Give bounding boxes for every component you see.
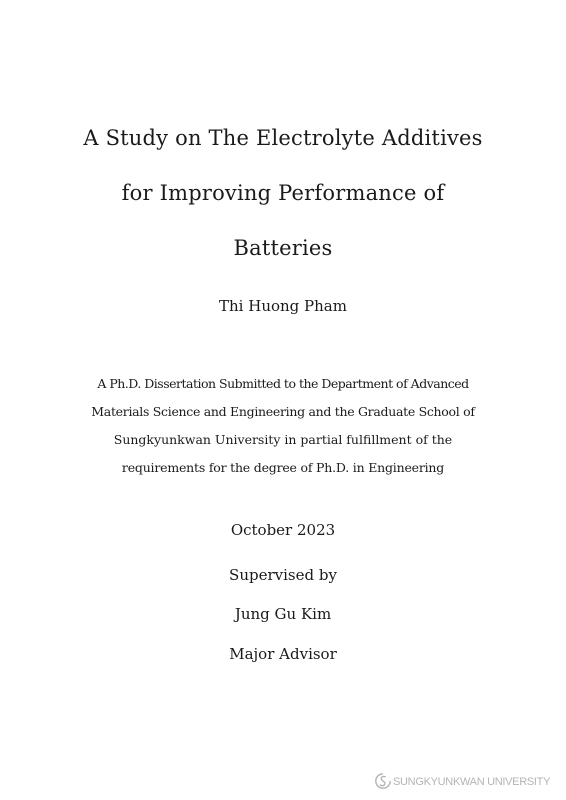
advisor-role: Major Advisor [229, 645, 337, 663]
university-watermark-text: SUNGKYUNKWAN UNIVERSITY [393, 776, 551, 788]
advisor-name: Jung Gu Kim [234, 605, 332, 623]
submission-statement-line-1: A Ph.D. Dissertation Submitted to the Department of Advanced [97, 376, 469, 391]
university-watermark [374, 772, 550, 792]
dissertation-title-line-3: Batteries [233, 236, 333, 260]
submission-statement-line-2: Materials Science and Engineering and the Graduate School of [91, 404, 475, 419]
submission-statement-line-3: Sungkyunkwan University in partial fulfillment of the [113, 432, 453, 447]
dissertation-title-line-2: for Improving Performance of [121, 181, 445, 205]
submission-statement-line-4: requirements for the degree of Ph.D. in Engineering [121, 460, 445, 475]
author-name: Thi Huong Pham [219, 297, 347, 315]
dissertation-title-line-1: A Study on The Electrolyte Additives [83, 126, 483, 150]
supervised-by-label: Supervised by [229, 566, 337, 584]
university-emblem-icon [374, 772, 393, 793]
submission-date: October 2023 [230, 521, 336, 539]
